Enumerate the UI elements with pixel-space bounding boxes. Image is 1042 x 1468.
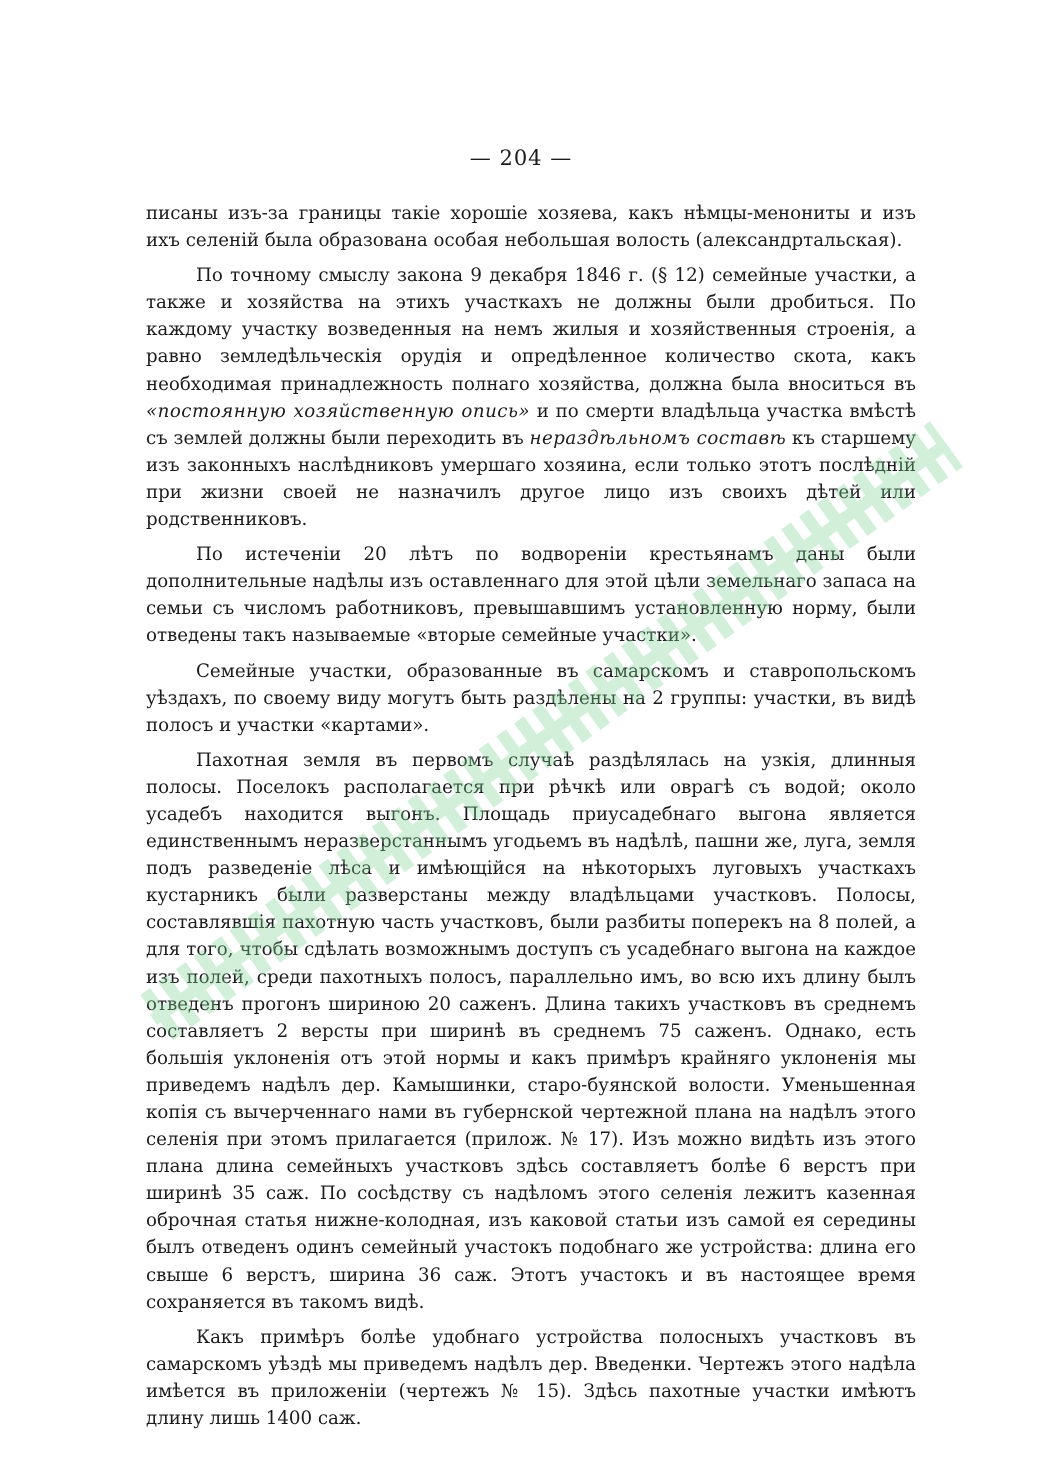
text-segment: Какъ примѣръ болѣе удобнаго устройства полосныхъ участковъ въ самарскомъ уѣздѣ мы приведемъ надѣлъ дер. Введенки. Чертежъ этого надѣла имѣется въ приложеніи (чертежъ № 15). Здѣсь пахотные участки имѣютъ длину лишь 1400 саж. <box>146 1326 916 1430</box>
watermark-tick <box>923 419 965 471</box>
paragraph <box>146 541 916 649</box>
page-number: — 204 — <box>469 146 573 170</box>
paragraph <box>146 747 916 1316</box>
text-segment: писаны изъ-за границы такіе хорошіе хозяева, какъ нѣмцы-менониты и изъ ихъ селеній была образована особая небольшая волость (александртальская). <box>146 203 916 252</box>
paragraph <box>146 1324 916 1432</box>
paragraph <box>146 658 916 739</box>
text-segment: По точному смыслу закона 9 декабря 1846 г. (§ 12) семейные участки, а также и хозяйства на этихъ участкахъ не должны были дробиться. По каждому участку возведенныя на немъ жилыя и хозяйственныя строенія, а равно земледѣльческія орудія и опредѣленное количество скота, какъ необходимая принадлежность полнаго хозяйства, должна была вноситься въ <box>146 265 916 395</box>
text-segment: и по смерти владѣльца участка вмѣстѣ съ землей должны были переходить въ <box>146 400 917 449</box>
italic-text: нераздѣльномъ составѣ <box>529 427 787 449</box>
text-segment: Семейные участки, образованные въ самарскомъ и ставропольскомъ уѣздахъ, по своему виду могутъ быть раздѣлены на 2 группы: участки, въ видѣ полосъ и участки «картами». <box>146 660 916 736</box>
paragraph <box>146 262 916 533</box>
text-segment: къ старшему изъ законныхъ наслѣдниковъ умершаго хозяина, если только этотъ послѣдній при жизни своей не назначилъ другое лицо изъ своихъ дѣтей или родственниковъ. <box>146 427 916 531</box>
text-segment: Пахотная земля въ первомъ случаѣ раздѣлялась на узкія, длинныя полосы. Поселокъ располагается при рѣчкѣ или оврагѣ съ водой; около усадебъ находится выгонъ. Площадь приусадебнаго выгона является единственнымъ неразверстаннымъ угодьемъ въ надѣлѣ, пашни же, луга, земля подъ разведеніе лѣса и имѣющійся на нѣкоторыхъ луговыхъ участкахъ кустарникъ были разверстаны между владѣльцами участковъ. Полосы, составлявшія пахотную часть участковъ, были разбиты поперекъ на 8 полей, а для того, чтобы сдѣлать возможнымъ доступъ съ усадебнаго выгона на каждое изъ полей, среди пахотныхъ полосъ, параллельно имъ, во всю ихъ длину былъ отведенъ прогонъ шириною 20 саженъ. Длина такихъ участковъ въ среднемъ составляетъ 2 версты при ширинѣ въ среднемъ 75 саженъ. Однако, есть большія уклоненія отъ этой нормы и какъ примѣръ крайняго уклоненія мы приведемъ надѣлъ дер. Камышинки, старо-буянской волости. Уменьшенная копія съ вычерченнаго нами въ губернской чертежной плана на надѣлъ этого селенія при этомъ прилагается (прилож. № 17). Изъ можно видѣть изъ этого плана длина семейныхъ участковъ здѣсь составляетъ болѣе 6 верстъ при ширинѣ 35 саж. По сосѣдству съ надѣломъ этого селенія лежитъ казенная оброчная статья нижне-колодная, изъ каковой статьи изъ самой ея середины былъ отведенъ одинъ семейный участокъ подобнаго же устройства: длина его свыше 6 верстъ, ширина 36 саж. Этотъ участокъ и въ настоящее время сохраняется въ такомъ видѣ. <box>146 749 916 1313</box>
paragraph <box>146 200 916 254</box>
body-text <box>146 200 916 1432</box>
italic-text: «постоянную хозяйственную опись» <box>146 400 531 422</box>
text-segment: По истеченіи 20 лѣтъ по водвореніи крестьянамъ даны были дополнительные надѣлы изъ оставленнаго для этой цѣли земельнаго запаса на семьи съ числомъ работниковъ, превышавшимъ установленную норму, были отведены такъ называемые «вторые семейные участки». <box>146 544 916 647</box>
